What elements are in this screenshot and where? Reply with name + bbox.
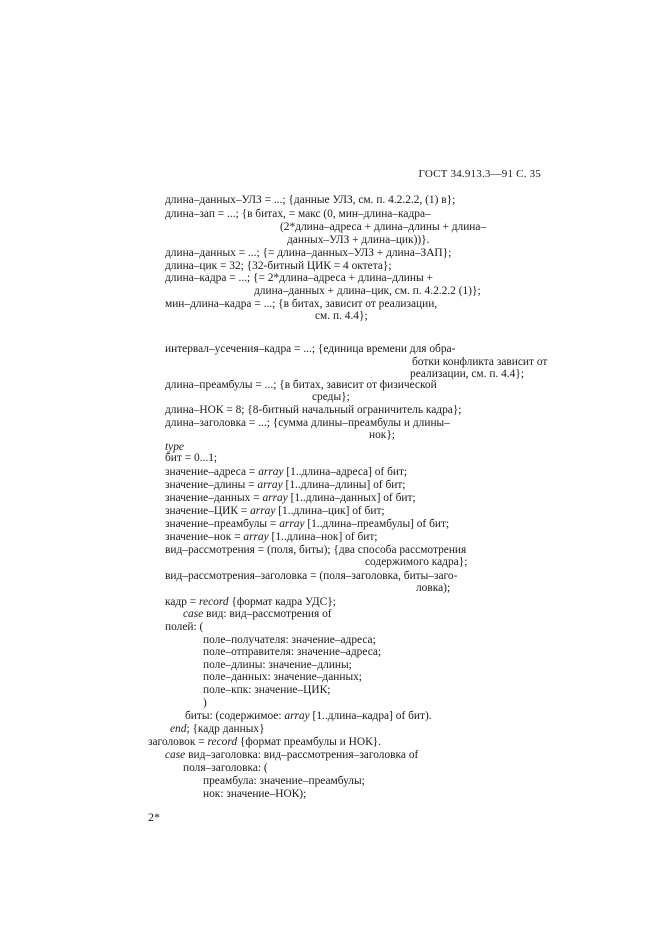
code-line: ботки конфликта зависит от — [412, 356, 548, 368]
code-line: значение–длины = array [1..длина–длины] of бит; — [165, 479, 406, 491]
code-line: длина–преамбулы = ...; {в битах, зависит от физической — [165, 379, 437, 391]
code-line: заголовок = record {формат преамбулы и НОК}. — [148, 736, 381, 748]
code-line: поле–кпк: значение–ЦИК; — [203, 684, 331, 696]
code-line: case вид–заголовка: вид–рассмотрения–заголовка of — [165, 749, 419, 761]
page-header: ГОСТ 34.913.3—91 С. 35 — [418, 168, 541, 180]
code-line: данных–УЛЗ + длина–цик))}. — [287, 234, 430, 246]
code-line: нок}; — [369, 429, 395, 441]
code-line: вид–рассмотрения–заголовка = (поля–заголовка, биты–заго- — [165, 570, 458, 582]
code-line: значение–нок = array [1..длина–нок] of бит; — [165, 531, 378, 543]
code-line: длина–данных–УЛЗ = ...; {данные УЛЗ, см. п. 4.2.2.2, (1) в}; — [165, 194, 456, 206]
code-line: ловка); — [416, 582, 451, 594]
code-line: вид–рассмотрения = (поля, биты); {два способа рассмотрения — [165, 544, 467, 556]
code-line: преамбула: значение–преамбулы; — [203, 775, 365, 787]
code-line: поле–получателя: значение–адреса; — [203, 634, 376, 646]
code-line: значение–адреса = array [1..длина–адреса] of бит; — [165, 466, 408, 478]
code-line: длина–зап = ...; {в битах, = макс (0, мин–длина–кадра– — [165, 208, 431, 220]
code-line: биты: (содержимое: array [1..длина–кадра] of бит). — [185, 710, 432, 722]
code-line: интервал–усечения–кадра = ...; {единица времени для обра- — [165, 343, 456, 355]
code-line: поле–отправителя: значение–адреса; — [203, 646, 382, 658]
code-line: кадр = record {формат кадра УДС}; — [165, 596, 336, 608]
code-line: поле–длины: значение–длины; — [203, 659, 352, 671]
code-line: (2*длина–адреса + длина–длины + длина– — [280, 221, 487, 233]
code-keyword-line: type — [165, 441, 184, 453]
code-line: бит = 0...1; — [165, 452, 218, 464]
code-line: длина–заголовка = ...; {сумма длины–преамбулы и длины– — [165, 417, 450, 429]
code-line: поля–заголовка: ( — [183, 762, 268, 774]
code-line: длина–цик = 32; {32-битный ЦИК = 4 октета}; — [165, 260, 392, 272]
code-line: полей: ( — [165, 621, 204, 633]
code-line: содержимого кадра}; — [365, 556, 468, 568]
code-line: длина–кадра = ...; {= 2*длина–адреса + длина–длины + — [165, 272, 433, 284]
code-line: значение–данных = array [1..длина–данных] of бит; — [165, 492, 416, 504]
code-line: см. п. 4.4}; — [315, 310, 368, 322]
code-line: ) — [203, 697, 207, 709]
code-line: среды}; — [312, 391, 350, 403]
code-line: поле–данных: значение–данных; — [203, 671, 362, 683]
signature-mark: 2* — [148, 810, 160, 824]
code-line: мин–длина–кадра = ...; {в битах, зависит от реализации, — [165, 298, 438, 310]
code-line: case вид: вид–рассмотрения of — [183, 608, 332, 620]
code-line: длина–НОК = 8; {8-битный начальный ограничитель кадра}; — [165, 404, 462, 416]
code-line: реализации, см. п. 4.4}; — [410, 368, 524, 380]
code-line: end; {кадр данных} — [170, 723, 265, 735]
code-line: значение–преамбулы = array [1..длина–преамбулы] of бит; — [165, 518, 450, 530]
code-line: длина–данных + длина–цик, см. п. 4.2.2.2 (1)}; — [254, 285, 481, 297]
code-line: нок: значение–НОК); — [203, 788, 307, 800]
code-line: значение–ЦИК = array [1..длина–цик] of бит; — [165, 505, 385, 517]
code-line: длина–данных = ...; {= длина–данных–УЛЗ + длина–ЗАП}; — [165, 247, 452, 259]
